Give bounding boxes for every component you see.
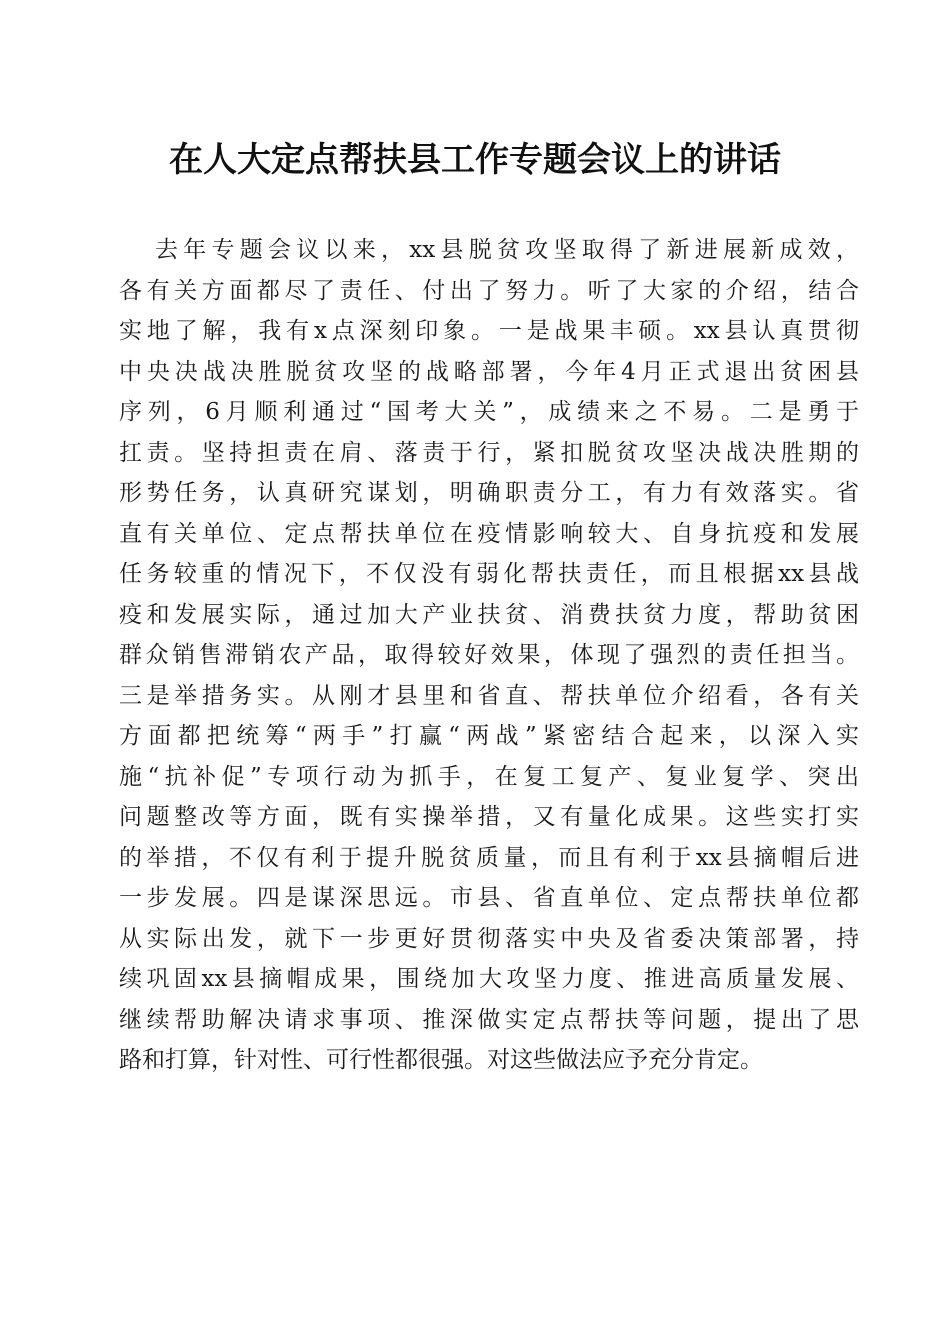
body-line: 任务较重的情况下，不仅没有弱化帮扶责任，而且根据xx县战 <box>119 561 859 587</box>
document-title: 在人大定点帮扶县工作专题会议上的讲话 <box>169 140 781 180</box>
body-line: 继续帮助解决请求事项、推深做实定点帮扶等问题，提出了思 <box>119 1006 859 1033</box>
body-line: 方面都把统筹“两手”打赢“两战”紧密结合起来，以深入实 <box>119 723 859 749</box>
body-line: 从实际出发，就下一步更好贯彻落实中央及省委决策部署，持 <box>119 925 859 952</box>
body-line: 序列，6月顺利通过“国考大关”，成绩来之不易。二是勇于 <box>119 399 859 425</box>
body-line: 的举措，不仅有利于提升脱贫质量，而且有利于xx县摘帽后进 <box>119 844 859 871</box>
document-body <box>119 230 859 1081</box>
body-line: 三是举措务实。从刚才县里和省直、帮扶单位介绍看，各有关 <box>119 682 859 709</box>
body-line: 扛责。坚持担责在肩、落责于行，紧扣脱贫攻坚决战决胜期的 <box>119 439 859 466</box>
body-line: 群众销售滞销农产品，取得较好效果，体现了强烈的责任担当。 <box>119 642 859 668</box>
body-line: 一步发展。四是谋深思远。市县、省直单位、定点帮扶单位都 <box>119 885 859 911</box>
body-line: 直有关单位、定点帮扶单位在疫情影响较大、自身抗疫和发展 <box>119 520 859 547</box>
body-line: 疫和发展实际，通过加大产业扶贫、消费扶贫力度，帮助贫困 <box>119 601 859 628</box>
body-line: 中央决战决胜脱贫攻坚的战略部署，今年4月正式退出贫困县 <box>119 358 859 385</box>
body-line: 续巩固xx县摘帽成果，围绕加大攻坚力度、推进高质量发展、 <box>119 966 859 992</box>
body-line: 实地了解，我有x点深刻印象。一是战果丰硕。xx县认真贯彻 <box>119 318 859 344</box>
body-line: 问题整改等方面，既有实操举措，又有量化成果。这些实打实 <box>119 804 859 830</box>
body-line: 去年专题会议以来，xx县脱贫攻坚取得了新进展新成效， <box>155 237 859 263</box>
body-line: 施“抗补促”专项行动为抓手，在复工复产、复业复学、突出 <box>119 763 859 790</box>
body-line: 各有关方面都尽了责任、付出了努力。听了大家的介绍，结合 <box>119 277 859 304</box>
body-line: 路和打算，针对性、可行性都很强。对这些做法应予充分肯定。 <box>119 1047 763 1073</box>
body-line: 形势任务，认真研究谋划，明确职责分工，有力有效落实。省 <box>119 480 859 506</box>
